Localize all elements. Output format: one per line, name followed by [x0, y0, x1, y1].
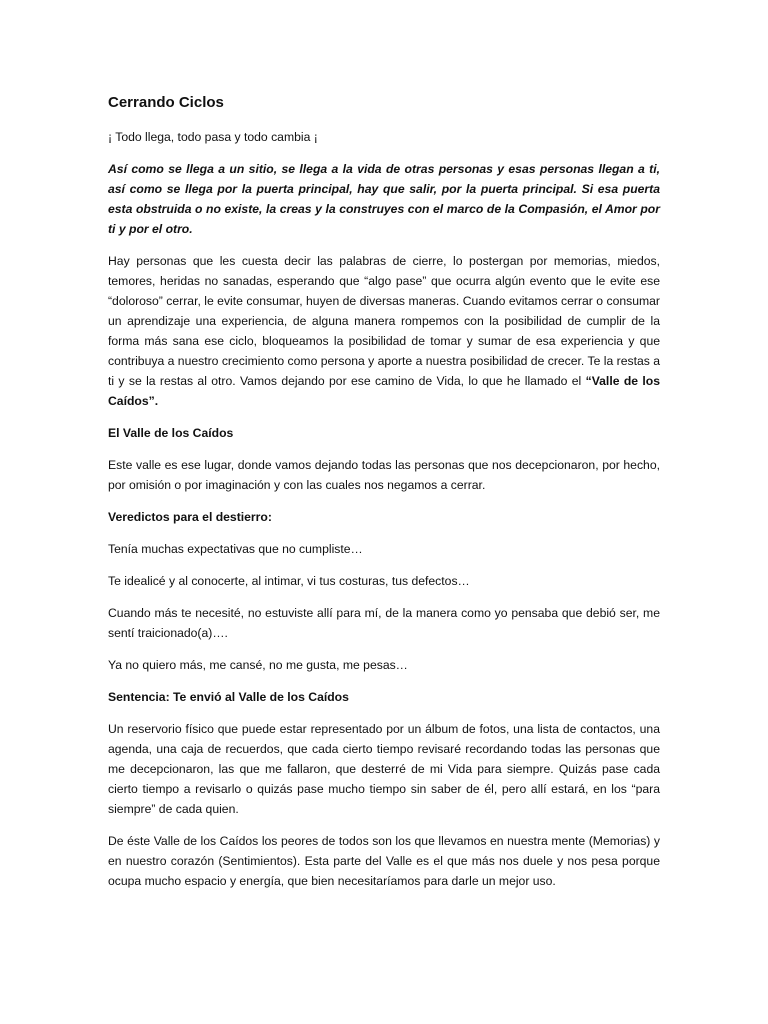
valle-term: “Valle de los Caídos” — [108, 374, 660, 408]
heading-valle: El Valle de los Caídos — [108, 426, 234, 440]
document-title: Cerrando Ciclos — [108, 94, 224, 111]
paragraph-cierre-end: . — [154, 394, 159, 408]
veredicto-2: Te idealicé y al conocerte, al intimar, vi tus costuras, tus defectos… — [108, 574, 470, 588]
paragraph-cierre — [108, 251, 660, 411]
paragraph-reservorio: Un reservorio físico que puede estar representado por un álbum de fotos, una lista de contactos, una agenda, una caja de recuerdos, que cada cierto tiempo revisaré recordando todas las personas que me decepcionaron, las que me fallaron, que desterré de mi Vida para siempre. Quizás pase cada cierto tiempo a revisarlo o quizás pase mucho tiempo sin saber de él, pero allí estará, en los “para siempre” de cada quien. — [108, 722, 660, 816]
paragraph-cierre-text: Hay personas que les cuesta decir las palabras de cierre, lo postergan por memorias, miedos, temores, heridas no sanadas, esperando que “algo pase” que ocurra algún evento que le evite ese “doloroso” cerrar, le evite consumar, huyen de diversas maneras. Cuando evitamos cerrar o consumar un aprendizaje una experiencia, de alguna manera rompemos con la posibilidad de cumplir de la forma más sana ese ciclo, bloqueamos la posibilidad de tomar y sumar de esa experiencia y que contribuya a nuestro crecimiento como persona y aporte a nuestra posibilidad de crecer. Te la restas a ti y se la restas al otro. Vamos dejando por ese camino de Vida, lo que he llamado el — [108, 254, 660, 388]
sentencia: Sentencia: Te envió al Valle de los Caídos — [108, 690, 349, 704]
paragraph-valle: Este valle es ese lugar, donde vamos dejando todas las personas que nos decepcionaron, por hecho, por omisión o por imaginación y con las cuales nos negamos a cerrar. — [108, 458, 660, 492]
veredicto-4: Ya no quiero más, me cansé, no me gusta, me pesas… — [108, 658, 408, 672]
intro-paragraph: Así como se llega a un sitio, se llega a la vida de otras personas y esas personas llegan a ti, así como se llega por la puerta principal, hay que salir, por la puerta principal. Si esa puerta esta obstruida o no existe, la creas y la construyes con el marco de la Compasión, el Amor por ti y por el otro. — [108, 162, 660, 236]
veredicto-3: Cuando más te necesité, no estuviste allí para mí, de la manera como yo pensaba que debió ser, me sentí traicionado(a)…. — [108, 606, 660, 640]
veredicto-1: Tenía muchas expectativas que no cumpliste… — [108, 542, 363, 556]
paragraph-memorias: De éste Valle de los Caídos los peores de todos son los que llevamos en nuestra mente (Memorias) y en nuestro corazón (Sentimientos). Esta parte del Valle es el que más nos duele y nos pesa porque ocupa mucho espacio y energía, que bien necesitaríamos para darle un mejor uso. — [108, 834, 660, 888]
heading-veredictos: Veredictos para el destierro: — [108, 510, 272, 524]
motto: ¡ Todo llega, todo pasa y todo cambia ¡ — [108, 130, 318, 144]
